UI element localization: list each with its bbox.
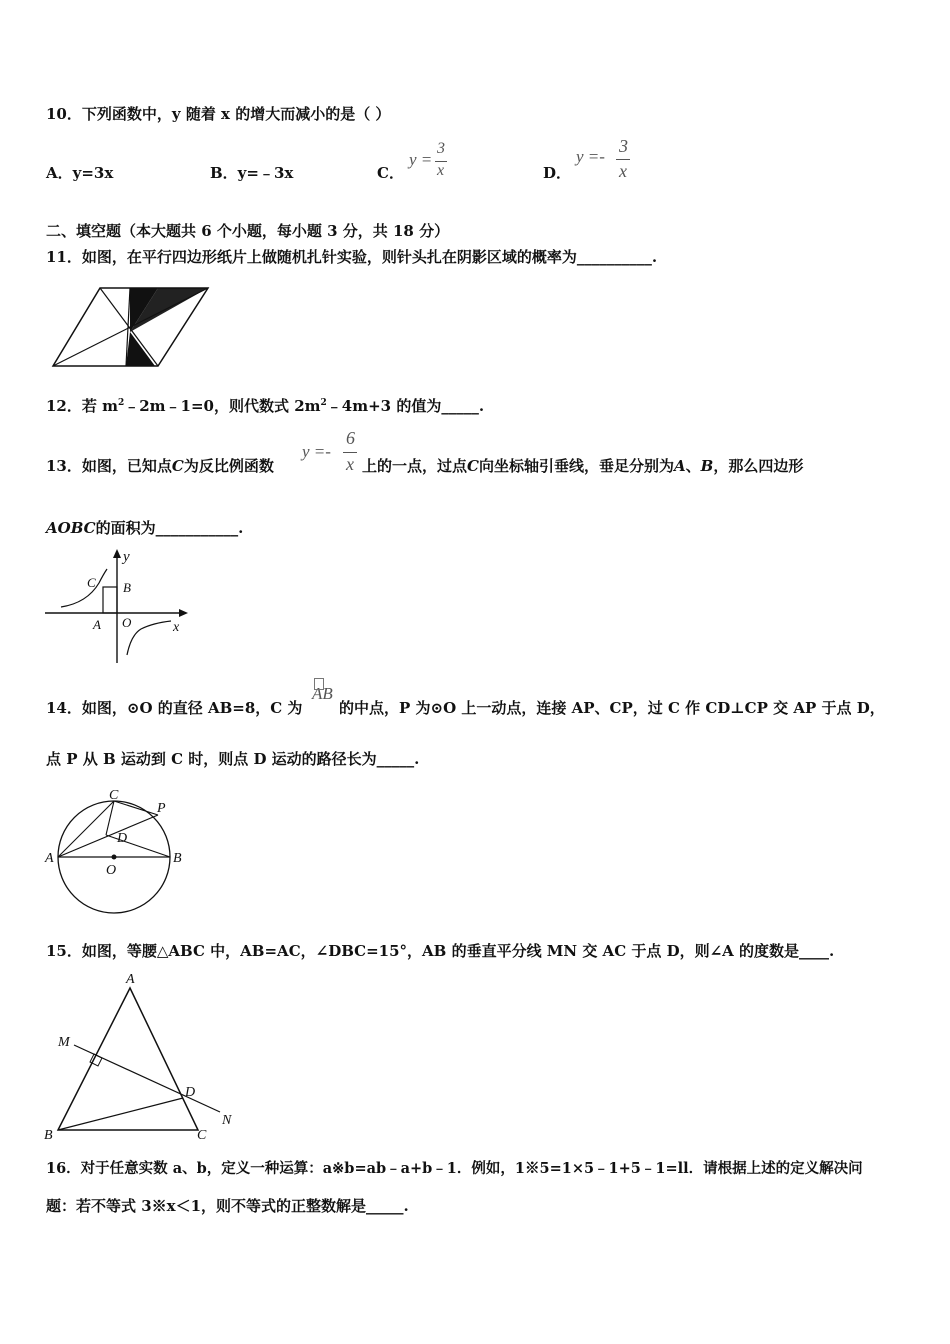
center-dot <box>112 855 117 860</box>
section-heading: 二、填空题（本大题共 6 个小题，每小题 3 分，共 18 分） <box>46 222 450 240</box>
label-b: B <box>173 851 182 866</box>
label-m: M <box>58 1035 70 1050</box>
q10-option-c-formula <box>409 142 459 182</box>
label-a: A <box>126 972 135 987</box>
q13-formula <box>302 428 360 480</box>
q13-point-c: C <box>467 457 479 475</box>
label-o: O <box>106 863 117 878</box>
segment-ac <box>58 801 114 857</box>
q13-text: 向坐标轴引垂线，垂足分别为 <box>478 457 674 475</box>
q16-line2: 题：若不等式 3※x＜1，则不等式的正整数解是_____. <box>46 1197 409 1215</box>
segment-db <box>106 835 170 857</box>
q13-text: 13．如图，已知点 <box>46 457 172 475</box>
y-axis-arrow <box>113 549 121 558</box>
q14-line2: 点 P 从 B 运动到 C 时，则点 D 运动的路径长为_____. <box>46 750 420 768</box>
q13-point-b: B <box>700 457 714 475</box>
q13-text: 为反比例函数 <box>183 457 274 475</box>
fraction-denominator: x <box>346 454 354 474</box>
q12-exponent: 2 <box>320 398 327 408</box>
q14-line1-left: 14．如图，⊙O 的直径 AB=8，C 为 <box>46 699 303 717</box>
hyperbola-branch-right <box>127 621 171 655</box>
q13-quadrilateral-name: AOBC <box>46 519 96 537</box>
q10-option-d-formula <box>576 136 636 184</box>
label-c: C <box>109 788 119 803</box>
arc-symbol-icon <box>314 678 324 690</box>
q11-parallelogram-figure <box>50 284 215 370</box>
q15-triangle-figure <box>40 970 250 1145</box>
segment-cp <box>114 801 158 815</box>
shaded-region-bottom <box>126 332 155 366</box>
q11-stem: 11．如图，在平行四边形纸片上做随机扎针实验，则针头扎在阴影区域的概率为__________. <box>46 248 658 266</box>
x-axis-arrow <box>179 609 188 617</box>
label-d: D <box>185 1085 196 1100</box>
q10-stem: 10．下列函数中，y 随着 x 的增大而减小的是（ ） <box>46 105 391 123</box>
fraction-bar <box>616 159 630 160</box>
q12-text-part2: ﹣2m﹣1=0，则代数式 2m <box>124 397 321 415</box>
q16-line1: 16．对于任意实数 a、b，定义一种运算：a※b=ab﹣a+b﹣1．例如，1※5=1×5﹣1+5﹣1=ll．请根据上述的定义解决问 <box>46 1160 863 1177</box>
fraction-bar <box>343 452 357 453</box>
label-b: B <box>123 580 131 595</box>
label-c: C <box>197 1128 207 1143</box>
formula-lhs: y =- <box>302 442 331 461</box>
q13-text: 、 <box>685 457 701 475</box>
label-o: O <box>122 615 132 630</box>
q12-stem <box>46 395 484 416</box>
q10-option-d-label: D． <box>543 164 572 182</box>
q13-line1-left <box>46 455 274 476</box>
fraction-numerator: 3 <box>437 140 445 157</box>
q14-circle-figure <box>40 782 190 917</box>
q10-option-a: A．y=3x <box>46 164 114 182</box>
segment-bd <box>58 1098 183 1130</box>
q13-text: 的面积为___________. <box>95 519 244 537</box>
label-n: N <box>222 1113 232 1128</box>
q12-text-part3: ﹣4m+3 的值为_____. <box>326 397 485 415</box>
q13-point-a: A <box>673 457 686 475</box>
label-c: C <box>87 575 96 590</box>
q13-text: 上的一点，过点 <box>362 457 468 475</box>
q12-exponent: 2 <box>117 398 125 408</box>
rectangle-aobc <box>103 587 117 613</box>
fraction-numerator: 3 <box>619 136 628 156</box>
q14-arc-notation <box>312 684 333 704</box>
formula-lhs: y = <box>409 150 433 169</box>
q15-stem: 15．如图，等腰△ABC 中，AB=AC，∠DBC=15°，AB 的垂直平分线 MN 交 AC 于点 D，则∠A 的度数是____. <box>46 942 835 960</box>
hyperbola-branch-left <box>61 569 107 607</box>
label-d: D <box>117 831 128 846</box>
fraction-numerator: 6 <box>346 428 355 448</box>
fraction-denominator: x <box>619 161 627 181</box>
label-y: y <box>123 549 130 565</box>
q14-line1-right: 的中点，P 为⊙O 上一动点，连接 AP、CP，过 C 作 CD⊥CP 交 AP 于点 D， <box>339 699 885 717</box>
q13-coordinate-figure <box>45 545 195 667</box>
formula-lhs: y =- <box>576 147 605 166</box>
fraction-denominator: x <box>437 162 445 179</box>
label-x: x <box>173 620 180 635</box>
q14-arc-label: AB <box>312 684 333 703</box>
q13-text: ，那么四边形 <box>713 457 804 475</box>
q10-option-c-label: C． <box>377 164 404 182</box>
label-a: A <box>93 617 101 632</box>
label-b: B <box>44 1128 53 1143</box>
label-p: P <box>157 801 166 816</box>
q13-line1-right <box>362 455 803 476</box>
q10-option-b: B．y=﹣3x <box>210 164 294 182</box>
label-a: A <box>45 851 54 866</box>
triangle-abc <box>58 988 198 1130</box>
q12-text-part1: 12．若 m <box>46 397 118 415</box>
segment-cd <box>106 801 114 835</box>
q13-point-c: C <box>171 457 184 475</box>
q13-line2 <box>46 517 243 538</box>
